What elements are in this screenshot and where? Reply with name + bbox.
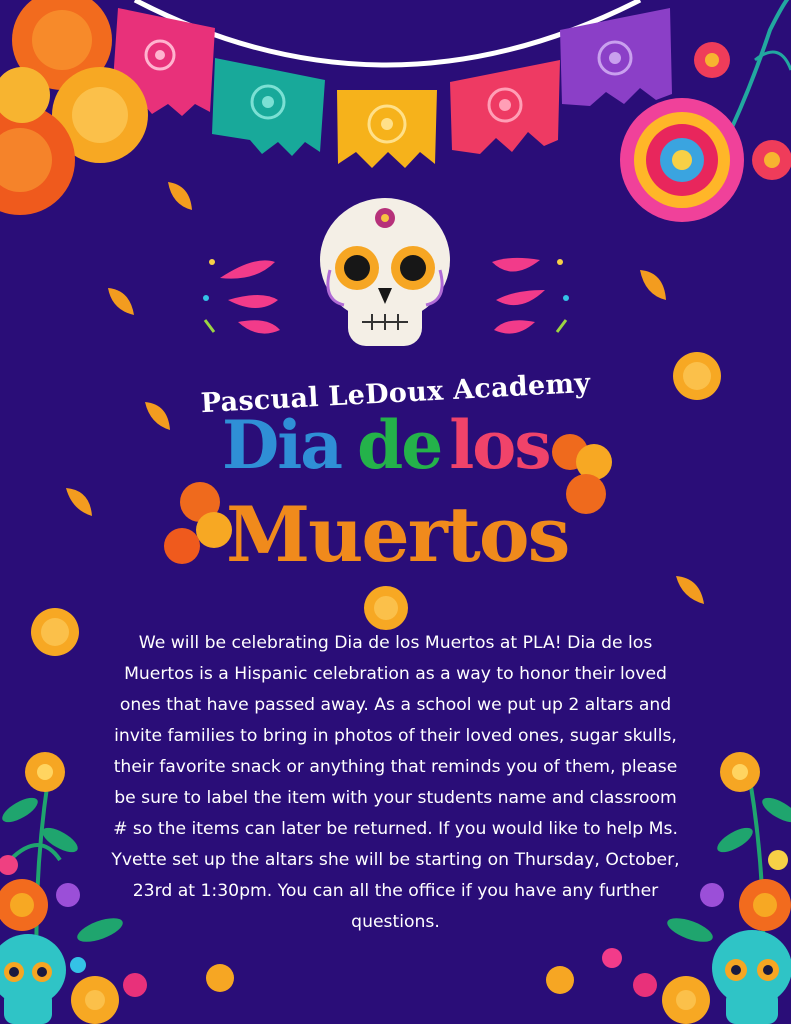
title-word-de: de: [357, 406, 442, 484]
school-name: Pascual LeDoux Academy: [199, 367, 592, 420]
title-word-muertos: Muertos: [226, 490, 569, 579]
title-word-dia: Dia: [222, 406, 342, 484]
sugar-skull-icon: [320, 198, 450, 346]
papel-picado-banner-icon: [112, 0, 672, 168]
title-word-los: los: [449, 406, 550, 484]
announcement-text: We will be celebrating Dia de los Muertos at PLA! Dia de los Muertos is a Hispanic celebration as a way to honor their loved ones that have passed away. As a school we put up 2 altars and invite families to bring in photos of their loved ones, sugar skulls, their favorite snack or anything that reminds you of them, please be sure to label the item with your students name and classroom # so the items can later be returned. If you would like to help Ms. Yvette set up the altars she will be starting on Thursday, October, 23rd at 1:30pm. You can all the office if you have any further questions.: [111, 633, 680, 932]
title-line-1: [222, 406, 550, 484]
